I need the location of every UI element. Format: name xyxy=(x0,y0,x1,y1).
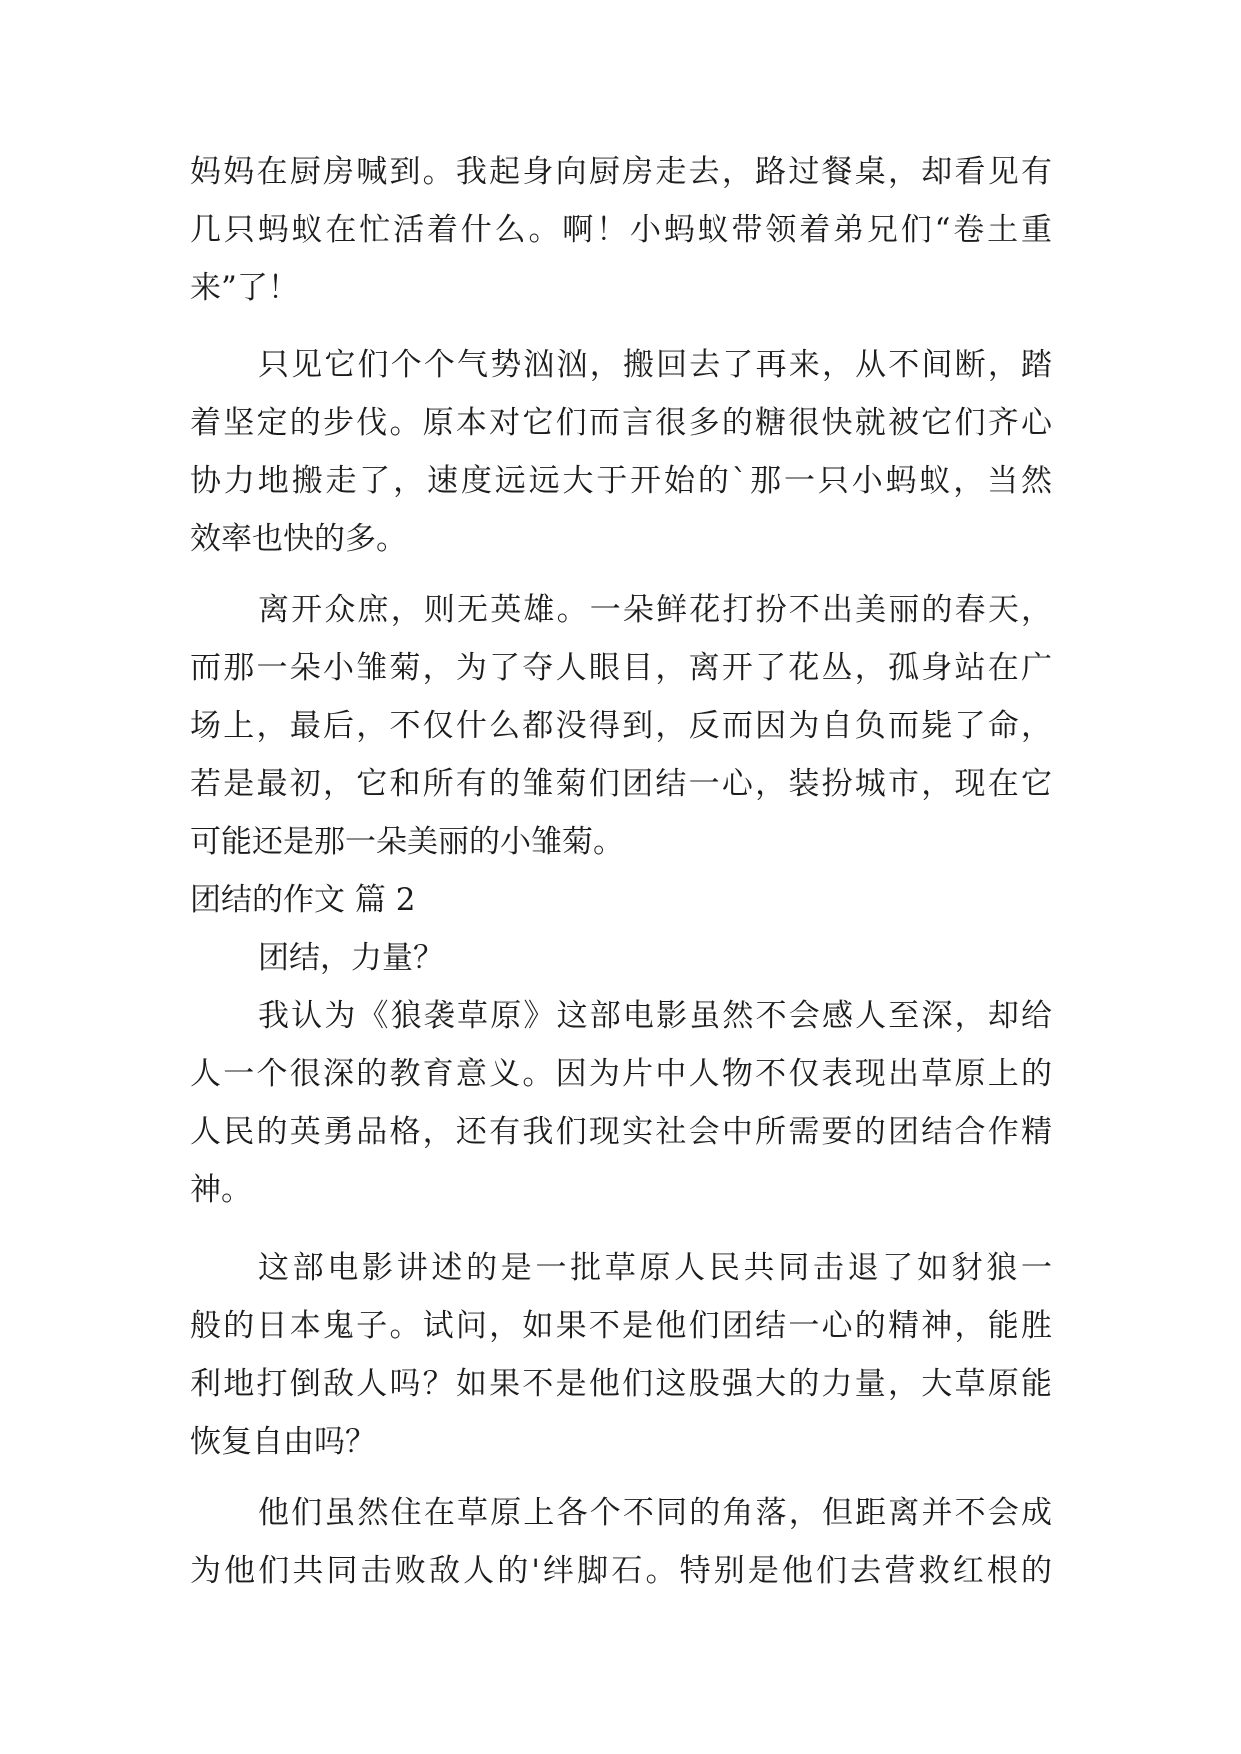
text-line: 协力地搬走了，速度远远大于开始的`那一只小蚂蚁，当然 xyxy=(190,463,1052,499)
text-line: 效率也快的多。 xyxy=(190,521,407,557)
text-line: 若是最初，它和所有的雏菊们团结一心，装扮城市，现在它 xyxy=(190,766,1052,802)
text-line: 恢复自由吗？ xyxy=(190,1424,376,1460)
section-heading: 团结的作文 篇 2 xyxy=(190,882,416,918)
text-line: 为他们共同击败敌人的'绊脚石。特别是他们去营救红根的 xyxy=(190,1553,1052,1589)
text-line: 只见它们个个气势汹汹，搬回去了再来，从不间断，踏 xyxy=(258,347,1052,383)
text-line: 我认为《狼袭草原》这部电影虽然不会感人至深，却给 xyxy=(258,998,1052,1034)
text-line: 他们虽然住在草原上各个不同的角落，但距离并不会成 xyxy=(258,1495,1052,1531)
text-line: 这部电影讲述的是一批草原人民共同击退了如豺狼一 xyxy=(258,1250,1052,1286)
text-line: 离开众庶，则无英雄。一朵鲜花打扮不出美丽的春天， xyxy=(258,592,1052,628)
text-line: 着坚定的步伐。原本对它们而言很多的糖很快就被它们齐心 xyxy=(190,405,1052,441)
text-line: 般的日本鬼子。试问，如果不是他们团结一心的精神，能胜 xyxy=(190,1308,1052,1344)
text-line: 人民的英勇品格，还有我们现实社会中所需要的团结合作精 xyxy=(190,1114,1052,1150)
text-line: 人一个很深的教育意义。因为片中人物不仅表现出草原上的 xyxy=(190,1056,1052,1092)
text-line: 来”了！ xyxy=(190,270,299,306)
text-line: 团结，力量？ xyxy=(258,940,444,976)
text-line: 场上，最后，不仅什么都没得到，反而因为自负而毙了命， xyxy=(190,708,1052,744)
text-line: 妈妈在厨房喊到。我起身向厨房走去，路过餐桌，却看见有 xyxy=(190,154,1052,190)
text-line: 几只蚂蚁在忙活着什么。啊！小蚂蚁带领着弟兄们“卷土重 xyxy=(190,212,1052,248)
text-line: 利地打倒敌人吗？如果不是他们这股强大的力量，大草原能 xyxy=(190,1366,1052,1402)
text-line: 可能还是那一朵美丽的小雏菊。 xyxy=(190,824,624,860)
text-line: 神。 xyxy=(190,1172,252,1208)
text-line: 而那一朵小雏菊，为了夺人眼目，离开了花丛，孤身站在广 xyxy=(190,650,1052,686)
